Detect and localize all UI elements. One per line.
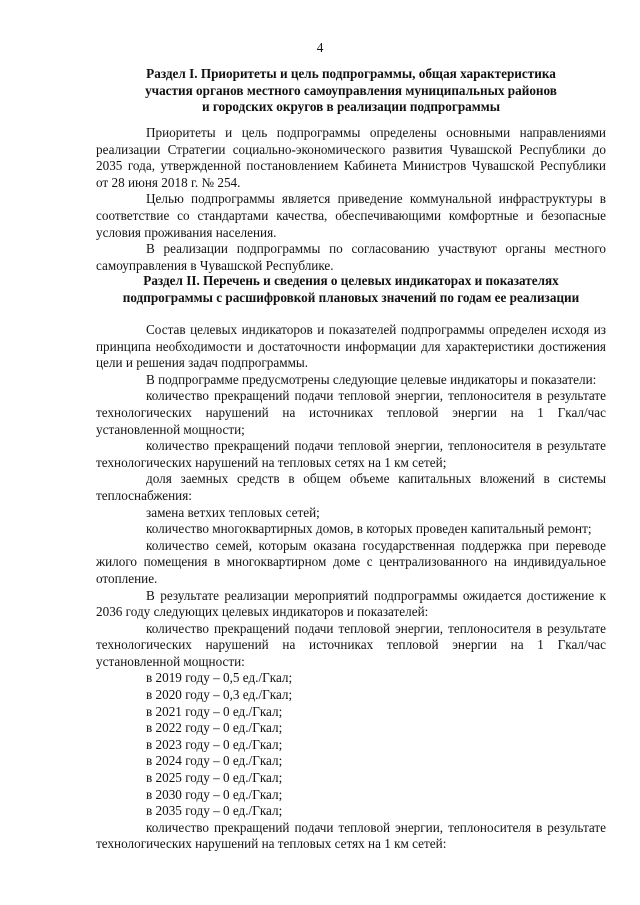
page-number: 4: [316, 40, 324, 55]
section-1-title: [96, 66, 606, 116]
paragraph: В результате реализации мероприятий подпрограммы ожидается достижение к 2036 году следующих целевых индикаторов и показателей:: [96, 587, 606, 620]
year-value-line: в 2023 году – 0 ед./Гкал;: [146, 736, 283, 752]
paragraph: количество прекращений подачи тепловой энергии, теплоносителя в результате технологических нарушений на тепловых сетях на 1 км сетей;: [96, 438, 606, 470]
paragraph: Целью подпрограммы является приведение коммунальной инфраструктуры в соответствие со стандартами качества, обеспечивающими комфортные и безопасные условия проживания населения.: [96, 191, 606, 240]
year-value-line: в 2021 году – 0 ед./Гкал;: [146, 703, 283, 719]
year-value-line: в 2019 году – 0,5 ед./Гкал;: [146, 670, 293, 686]
section-1-title-line: Раздел I. Приоритеты и цель подпрограммы, общая характеристика: [146, 66, 556, 81]
section-2-body: [96, 322, 606, 853]
paragraph: количество многоквартирных домов, в которых проведен капитальный ремонт;: [146, 521, 592, 537]
section-2-title-line: Раздел II. Перечень и сведения о целевых индикаторах и показателях: [143, 273, 559, 288]
section-1-body: [96, 125, 606, 274]
year-value-line: в 2022 году – 0 ед./Гкал;: [146, 720, 283, 736]
paragraph: количество прекращений подачи тепловой энергии, теплоносителя в результате технологических нарушений на тепловых сетях на 1 км сетей:: [96, 819, 606, 852]
paragraph: В реализации подпрограммы по согласованию участвуют органы местного самоуправления в Чувашской Республике.: [96, 241, 606, 273]
section-1-title-line: и городских округов в реализации подпрограммы: [201, 99, 501, 115]
paragraph: В подпрограмме предусмотрены следующие целевые индикаторы и показатели:: [146, 371, 597, 387]
section-1-title-line: участия органов местного самоуправления муниципальных районов: [145, 82, 557, 98]
paragraph: Состав целевых индикаторов и показателей подпрограммы определен исходя из принципа необходимости и достаточности информации для характеристики достижения цели и решения задач подпрограммы.: [96, 322, 606, 371]
paragraph: количество прекращений подачи тепловой энергии, теплоносителя в результате технологических нарушений на источниках тепловой энергии на 1 Гкал/час установленной мощности;: [96, 388, 606, 437]
paragraph: количество семей, которым оказана государственная поддержка при переводе жилого помещения в многоквартирном доме с централизованного на индивидуальное отопление.: [96, 537, 606, 586]
paragraph: доля заемных средств в общем объеме капитальных вложений в системы теплоснабжения:: [96, 471, 606, 503]
paragraph: замена ветхих тепловых сетей;: [146, 504, 320, 520]
paragraph: количество прекращений подачи тепловой энергии, теплоносителя в результате технологических нарушений на источниках тепловой энергии на 1 Гкал/час установленной мощности:: [96, 620, 606, 669]
year-value-line: в 2030 году – 0 ед./Гкал;: [146, 786, 283, 802]
section-2-title: [96, 273, 606, 306]
section-2-title-line: подпрограммы с расшифровкой плановых значений по годам ее реализации: [122, 289, 580, 305]
year-value-line: в 2020 году – 0,3 ед./Гкал;: [146, 687, 293, 703]
year-value-line: в 2035 году – 0 ед./Гкал;: [146, 803, 283, 819]
paragraph: Приоритеты и цель подпрограммы определены основными направлениями реализации Стратегии социально-экономического развития Чувашской Республики до 2035 года, утвержденной постановлением Кабинета Министров Чувашской Республики от 28 июня 2018 г. № 254.: [96, 125, 606, 190]
year-value-line: в 2024 году – 0 ед./Гкал;: [146, 753, 283, 769]
year-value-line: в 2025 году – 0 ед./Гкал;: [146, 770, 283, 786]
